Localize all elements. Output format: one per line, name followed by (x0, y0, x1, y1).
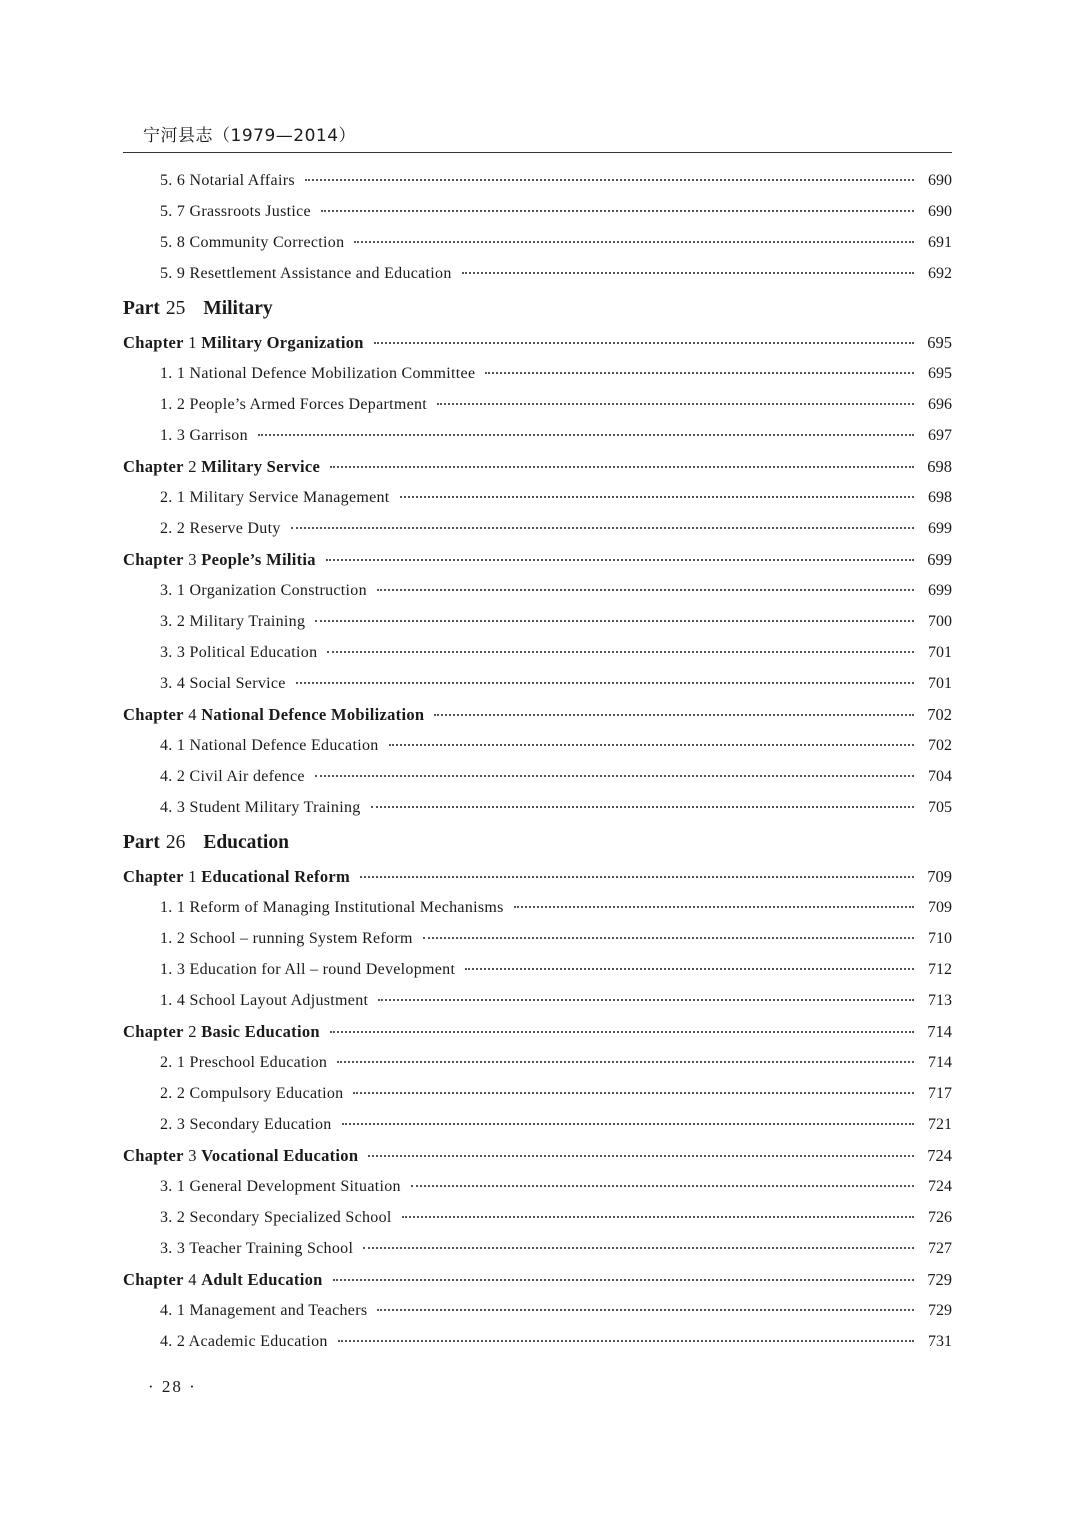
dot-leader (321, 194, 914, 212)
chapter-label (123, 327, 364, 358)
toc-chapter-entry (123, 1264, 952, 1295)
chapter-number: 3 (188, 550, 197, 569)
dot-leader (423, 921, 914, 939)
toc-section-entry (123, 1233, 952, 1264)
part-heading (123, 289, 952, 327)
dot-leader (330, 450, 914, 469)
page-ref: 727 (928, 1240, 952, 1257)
page-ref: 690 (928, 203, 952, 220)
chapter-label (123, 1264, 323, 1295)
section-title: 1. 2 People’s Armed Forces Department (160, 396, 428, 413)
dot-leader (363, 1231, 914, 1249)
page-ref: 724 (928, 1178, 952, 1195)
chapter-number: 2 (188, 1022, 197, 1041)
dot-leader (360, 860, 914, 879)
page-ref: 705 (928, 799, 952, 816)
chapter-word: Chapter (123, 1022, 184, 1041)
chapter-title: Military Organization (201, 333, 364, 352)
section-title: 5. 7 Grassroots Justice (160, 203, 311, 220)
dot-leader (353, 1076, 914, 1094)
toc-section-entry (123, 923, 952, 954)
chapter-number: 2 (188, 457, 197, 476)
toc-section-entry (123, 1202, 952, 1233)
toc-section-entry (123, 389, 952, 420)
dot-leader (368, 1139, 914, 1158)
section-title: 3. 1 Organization Construction (160, 582, 367, 599)
section-title: 1. 3 Garrison (160, 427, 248, 444)
dot-leader (402, 1200, 914, 1218)
page-ref: 695 (927, 333, 952, 352)
dot-leader (377, 1293, 914, 1311)
part-title: Military (203, 298, 273, 319)
page-ref: 695 (928, 365, 952, 382)
page-ref: 702 (928, 737, 952, 754)
dot-leader (296, 666, 914, 684)
section-title: 3. 1 General Development Situation (160, 1178, 401, 1195)
section-title: 3. 4 Social Service (160, 675, 286, 692)
section-title: 5. 8 Community Correction (160, 234, 345, 251)
dot-leader (337, 1045, 914, 1063)
section-title: 1. 2 School – running System Reform (160, 930, 413, 947)
chapter-number: 4 (188, 1270, 197, 1289)
chapter-title: Adult Education (201, 1270, 323, 1289)
page-ref: 731 (928, 1333, 952, 1350)
section-title: 3. 2 Military Training (160, 613, 306, 630)
running-header (123, 118, 952, 153)
dot-leader (330, 1015, 914, 1034)
toc-section-entry (123, 668, 952, 699)
toc-section-entry (123, 637, 952, 668)
part-heading (123, 823, 952, 861)
toc-chapter-entry (123, 1140, 952, 1171)
chapter-label (123, 1016, 320, 1047)
section-title: 1. 3 Education for All – round Development (160, 961, 456, 978)
page-ref: 700 (928, 613, 952, 630)
toc-section-entry (123, 1078, 952, 1109)
page-ref: 702 (927, 705, 952, 724)
page-ref: 697 (928, 427, 952, 444)
chapter-label (123, 699, 424, 730)
chapter-number: 1 (188, 867, 197, 886)
page-ref: 701 (928, 675, 952, 692)
dot-leader (462, 256, 914, 274)
part-number: 26 (165, 832, 186, 853)
page-ref: 701 (928, 644, 952, 661)
section-title: 4. 1 Management and Teachers (160, 1302, 368, 1319)
section-title: 1. 4 School Layout Adjustment (160, 992, 369, 1009)
part-word: Part (123, 832, 160, 853)
section-title: 4. 2 Civil Air defence (160, 768, 305, 785)
chapter-word: Chapter (123, 1146, 184, 1165)
toc-section-entry (123, 1171, 952, 1202)
page-ref: 690 (928, 172, 952, 189)
dot-leader (434, 698, 914, 717)
dot-leader (374, 326, 914, 345)
section-title: 2. 2 Compulsory Education (160, 1085, 344, 1102)
dot-leader (485, 356, 914, 374)
toc-chapter-entry (123, 699, 952, 730)
toc-section-entry (123, 258, 952, 289)
page-ref: 714 (928, 1054, 952, 1071)
toc-section-entry (123, 196, 952, 227)
page-ref: 698 (927, 457, 952, 476)
chapter-word: Chapter (123, 550, 184, 569)
section-title: 1. 1 National Defence Mobilization Committee (160, 365, 476, 382)
page-ref: 691 (928, 234, 952, 251)
dot-leader (258, 418, 914, 436)
toc-section-entry (123, 482, 952, 513)
chapter-word: Chapter (123, 705, 184, 724)
chapter-label (123, 1140, 358, 1171)
part-title: Education (203, 832, 289, 853)
dot-leader (315, 604, 914, 622)
toc-section-entry (123, 227, 952, 258)
toc-section-entry (123, 358, 952, 389)
dot-leader (371, 790, 914, 808)
page-ref: 709 (928, 899, 952, 916)
section-title: 2. 3 Secondary Education (160, 1116, 332, 1133)
page-ref: 724 (927, 1146, 952, 1165)
dot-leader (354, 225, 914, 243)
section-title: 2. 1 Preschool Education (160, 1054, 328, 1071)
page-ref: 714 (927, 1022, 952, 1041)
toc-chapter-entry (123, 327, 952, 358)
toc-section-entry (123, 985, 952, 1016)
chapter-word: Chapter (123, 333, 184, 352)
toc-section-entry (123, 761, 952, 792)
section-title: 4. 3 Student Military Training (160, 799, 361, 816)
dot-leader (305, 163, 914, 181)
page-ref: 710 (928, 930, 952, 947)
toc-section-entry (123, 1326, 952, 1357)
chapter-word: Chapter (123, 1270, 184, 1289)
page-ref: 713 (928, 992, 952, 1009)
toc-section-entry (123, 730, 952, 761)
toc-section-entry (123, 420, 952, 451)
chapter-title: People’s Militia (201, 550, 316, 569)
page-ref: 729 (927, 1270, 952, 1289)
page-ref: 699 (927, 550, 952, 569)
chapter-number: 3 (188, 1146, 197, 1165)
toc-section-entry (123, 792, 952, 823)
page-ref: 717 (928, 1085, 952, 1102)
page-ref: 699 (928, 520, 952, 537)
table-of-contents (123, 165, 952, 1357)
dot-leader (291, 511, 914, 529)
dot-leader (315, 759, 914, 777)
section-title: 3. 3 Teacher Training School (160, 1240, 354, 1257)
chapter-word: Chapter (123, 867, 184, 886)
chapter-title: Educational Reform (201, 867, 351, 886)
section-title: 3. 2 Secondary Specialized School (160, 1209, 392, 1226)
toc-section-entry (123, 165, 952, 196)
dot-leader (327, 635, 914, 653)
page-ref: 709 (927, 867, 952, 886)
section-title: 4. 2 Academic Education (160, 1333, 328, 1350)
page-ref: 726 (928, 1209, 952, 1226)
section-title: 5. 9 Resettlement Assistance and Education (160, 265, 452, 282)
chapter-number: 4 (188, 705, 197, 724)
chapter-number: 1 (188, 333, 197, 352)
toc-chapter-entry (123, 861, 952, 892)
dot-leader (378, 983, 914, 1001)
toc-section-entry (123, 1109, 952, 1140)
toc-section-entry (123, 575, 952, 606)
dot-leader (377, 573, 914, 591)
page-ref: 692 (928, 265, 952, 282)
dot-leader (338, 1324, 914, 1342)
section-title: 5. 6 Notarial Affairs (160, 172, 295, 189)
page-number: · 28 · (148, 1377, 197, 1396)
page-ref: 699 (928, 582, 952, 599)
part-word: Part (123, 298, 160, 319)
dot-leader (333, 1263, 914, 1282)
chapter-title: Basic Education (201, 1022, 320, 1041)
toc-section-entry (123, 892, 952, 923)
dot-leader (342, 1107, 914, 1125)
toc-section-entry (123, 513, 952, 544)
toc-chapter-entry (123, 1016, 952, 1047)
toc-section-entry (123, 1295, 952, 1326)
page-ref: 729 (928, 1302, 952, 1319)
toc-section-entry (123, 1047, 952, 1078)
toc-chapter-entry (123, 544, 952, 575)
page-ref: 712 (928, 961, 952, 978)
toc-chapter-entry (123, 451, 952, 482)
chapter-title: Vocational Education (201, 1146, 359, 1165)
chapter-label (123, 861, 350, 892)
section-title: 4. 1 National Defence Education (160, 737, 379, 754)
section-title: 3. 3 Political Education (160, 644, 318, 661)
chapter-title: National Defence Mobilization (201, 705, 425, 724)
page-ref: 721 (928, 1116, 952, 1133)
dot-leader (465, 952, 914, 970)
chapter-title: Military Service (201, 457, 321, 476)
page-ref: 698 (928, 489, 952, 506)
dot-leader (514, 890, 914, 908)
dot-leader (437, 387, 914, 405)
section-title: 2. 2 Reserve Duty (160, 520, 281, 537)
section-title: 2. 1 Military Service Management (160, 489, 390, 506)
page-ref: 704 (928, 768, 952, 785)
dot-leader (389, 728, 914, 746)
part-number: 25 (165, 298, 186, 319)
toc-section-entry (123, 606, 952, 637)
chapter-label (123, 451, 320, 482)
dot-leader (400, 480, 914, 498)
toc-section-entry (123, 954, 952, 985)
dot-leader (326, 543, 914, 562)
page-ref: 696 (928, 396, 952, 413)
chapter-label (123, 544, 316, 575)
chapter-word: Chapter (123, 457, 184, 476)
book-title: 宁河县志（1979—2014） (143, 126, 357, 146)
dot-leader (411, 1169, 914, 1187)
section-title: 1. 1 Reform of Managing Institutional Mechanisms (160, 899, 504, 916)
